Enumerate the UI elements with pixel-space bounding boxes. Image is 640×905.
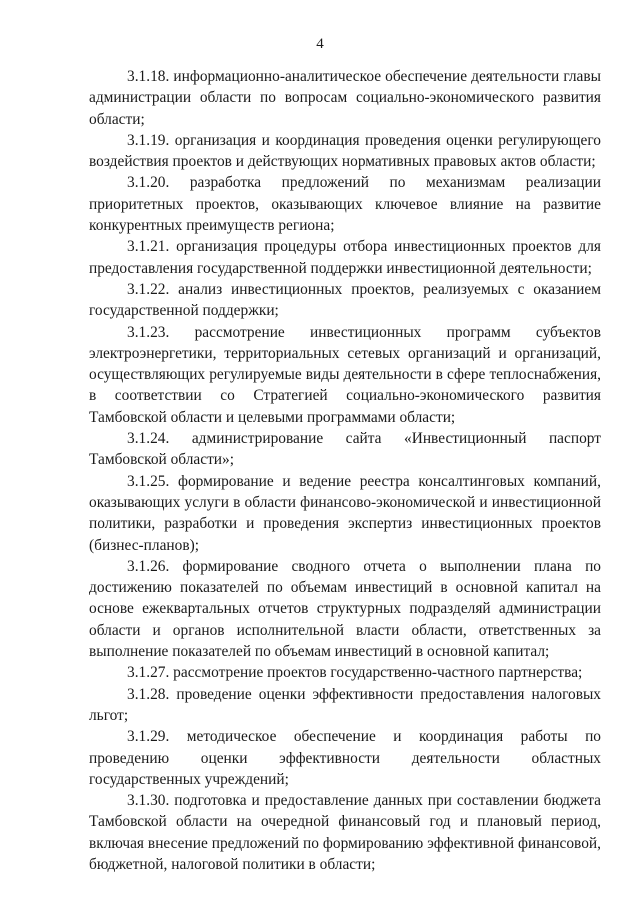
paragraph-3-1-21: 3.1.21. организация процедуры отбора инвестиционных проектов для предоставления государственной поддержки инвестиционной деятельности; <box>89 238 601 277</box>
paragraph-3-1-22: 3.1.22. анализ инвестиционных проектов, реализуемых с оказанием государственной поддержки; <box>89 280 601 320</box>
paragraph-3-1-25: 3.1.25. формирование и ведение реестра консалтинговых компаний, оказывающих услуги в области финансово-экономической и инвестиционной политики, разработки и проведения экспертиз инвестиционных проектов (бизнес-планов); <box>89 472 601 554</box>
document-body <box>89 66 601 875</box>
paragraph-3-1-23: 3.1.23. рассмотрение инвестиционных программ субъектов электроэнергетики, территориальных сетевых организаций и организаций, осуществляющих регулируемые виды деятельности в сфере теплоснабжения, в соответствии со Стратегией социально-экономического развития Тамбовской области и целевыми программами области; <box>89 323 601 426</box>
paragraph-3-1-30: 3.1.30. подготовка и предоставление данных при составлении бюджета Тамбовской области на очередной финансовый год и плановый период, включая внесение предложений по формированию эффективной финансовой, бюджетной, налоговой политики в области; <box>89 792 601 873</box>
paragraph-3-1-29: 3.1.29. методическое обеспечение и координация работы по проведению оценки эффективности деятельности областных государственных учреждений; <box>89 728 601 788</box>
paragraph-3-1-20: 3.1.20. разработка предложений по механизмам реализации приоритетных проектов, оказывающих ключевое влияние на развитие конкурентных преимуществ региона; <box>89 174 601 235</box>
page-number: 4 <box>316 36 324 52</box>
paragraph-3-1-24: 3.1.24. администрирование сайта «Инвестиционный паспорт Тамбовской области»; <box>89 430 601 469</box>
paragraph-3-1-19: 3.1.19. организация и координация проведения оценки регулирующего воздействия проектов и действующих нормативных правовых актов области; <box>89 131 601 171</box>
paragraph-3-1-18: 3.1.18. информационно-аналитическое обеспечение деятельности главы администрации области по вопросам социально-экономического развития области; <box>89 68 601 128</box>
paragraph-3-1-26: 3.1.26. формирование сводного отчета о выполнении плана по достижению показателей по объемам инвестиций в основной капитал на основе ежеквартальных отчетов структурных подразделяй администрации области и органов исполнительной власти области, ответственных за выполнение показателей по объемам инвестиций в основной капитал; <box>89 557 601 661</box>
paragraph-3-1-28: 3.1.28. проведение оценки эффективности предоставления налоговых льгот; <box>89 685 601 724</box>
paragraph-3-1-27: 3.1.27. рассмотрение проектов государственно-частного партнерства; <box>127 664 583 682</box>
